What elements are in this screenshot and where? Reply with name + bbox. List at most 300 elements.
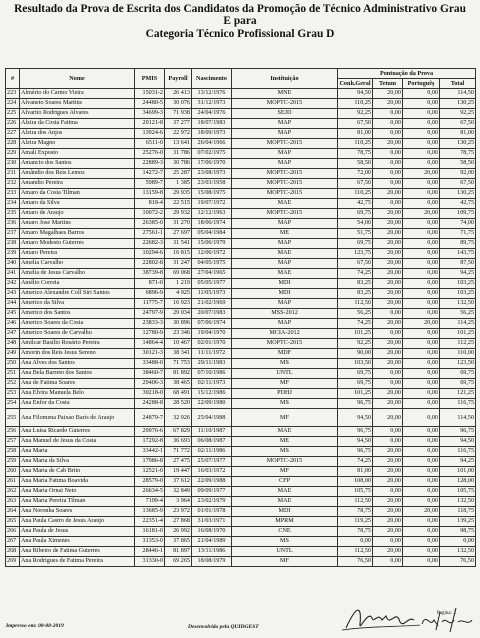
candidate-name: Ana Maria de Cab Brito	[20, 467, 135, 477]
col-header-pmis: PMIS	[135, 69, 165, 89]
pmis-cell: 22802-8	[135, 259, 165, 269]
tetum-score-cell: 20,00	[373, 547, 403, 557]
table-row	[6, 159, 476, 169]
general-score-cell: 123,75	[338, 249, 373, 259]
row-number: 249	[6, 349, 20, 359]
birth-date-cell: 26/04/1966	[192, 139, 232, 149]
tetum-score-cell: 20,00	[373, 279, 403, 289]
pmis-cell: 33442-1	[135, 447, 165, 457]
candidate-name: Amandio Pereira	[20, 179, 135, 189]
payroll-cell: 30 076	[165, 99, 192, 109]
pmis-cell: 27561-1	[135, 229, 165, 239]
general-score-cell: 119,25	[338, 517, 373, 527]
table-row	[6, 119, 476, 129]
general-score-cell: 94,50	[338, 89, 373, 99]
total-score-cell: 87,50	[440, 259, 476, 269]
general-score-cell: 69,75	[338, 369, 373, 379]
portuguese-score-cell: 0,00	[403, 249, 440, 259]
birth-date-cell: 21/02/1969	[192, 299, 232, 309]
general-score-cell: 58,50	[338, 159, 373, 169]
row-number: 232	[6, 179, 20, 189]
candidate-name: Amancio dos Santos	[20, 159, 135, 169]
payroll-cell: 71 772	[165, 447, 192, 457]
pmis-cell: 7199-4	[135, 497, 165, 507]
candidate-name: Ana Ribeiro de Fatima Guterres	[20, 547, 135, 557]
institution-cell: MAP	[232, 119, 338, 129]
candidate-name: Ana Paula Ximenes	[20, 537, 135, 547]
institution-cell: MAE	[232, 269, 338, 279]
general-score-cell: 96,75	[338, 399, 373, 409]
pmis-cell: 34699-3	[135, 109, 165, 119]
institution-cell: MF	[232, 409, 338, 427]
candidate-name: Alzira da Costa Fatima	[20, 119, 135, 129]
portuguese-score-cell: 0,00	[403, 89, 440, 99]
tetum-score-cell: 20,00	[373, 527, 403, 537]
candidate-name: Ana de Fatima Soares	[20, 379, 135, 389]
candidate-name: Ana Noronha Soares	[20, 507, 135, 517]
institution-cell: MSS-2012	[232, 309, 338, 319]
candidate-name: Amaro de Araujo	[20, 209, 135, 219]
total-score-cell: 94,50	[440, 437, 476, 447]
table-row	[6, 229, 476, 239]
page-number: Pagina: 3	[437, 611, 456, 616]
row-number: 246	[6, 319, 20, 329]
pmis-cell: 22351-4	[135, 517, 165, 527]
total-score-cell: 116,75	[440, 447, 476, 457]
portuguese-score-cell: 0,00	[403, 269, 440, 279]
pmis-cell: 26385-0	[135, 219, 165, 229]
results-table	[5, 68, 476, 567]
pmis-cell: 24797-9	[135, 309, 165, 319]
total-score-cell: 92,25	[440, 109, 476, 119]
candidate-name: Amaro da Costa Tilman	[20, 189, 135, 199]
tetum-score-cell: 0,00	[373, 379, 403, 389]
table-row	[6, 409, 476, 427]
payroll-cell: 23 972	[165, 507, 192, 517]
table-row	[6, 249, 476, 259]
birth-date-cell: 02/11/1973	[192, 379, 232, 389]
table-row	[6, 319, 476, 329]
birth-date-cell: 23/02/1979	[192, 497, 232, 507]
pmis-cell: 38460-7	[135, 369, 165, 379]
table-row	[6, 289, 476, 299]
candidate-name: Alvarito Rodrigues Alvares	[20, 109, 135, 119]
portuguese-score-cell: 0,00	[403, 149, 440, 159]
payroll-cell: 30 896	[165, 319, 192, 329]
pmis-cell: 6896-9	[135, 289, 165, 299]
table-row	[6, 359, 476, 369]
institution-cell: MAP	[232, 219, 338, 229]
row-number: 240	[6, 259, 20, 269]
portuguese-score-cell: 0,00	[403, 487, 440, 497]
general-score-cell: 92,25	[338, 339, 373, 349]
birth-date-cell: 17/06/1970	[192, 159, 232, 169]
payroll-cell: 32 849	[165, 487, 192, 497]
total-score-cell: 139,25	[440, 517, 476, 527]
pmis-cell: 12780-9	[135, 329, 165, 339]
total-score-cell: 132,50	[440, 497, 476, 507]
institution-cell: MOPTC-2015	[232, 139, 338, 149]
table-row	[6, 537, 476, 547]
tetum-score-cell: 20,00	[373, 389, 403, 399]
birth-date-cell: 09/09/1977	[192, 487, 232, 497]
candidate-name: Ana Maria Pereira Tilman	[20, 497, 135, 507]
institution-cell: MOPTC-2015	[232, 99, 338, 109]
portuguese-score-cell: 20,00	[403, 319, 440, 329]
tetum-score-cell: 20,00	[373, 269, 403, 279]
general-score-cell: 78,75	[338, 527, 373, 537]
total-score-cell: 56,25	[440, 309, 476, 319]
total-score-cell: 98,75	[440, 527, 476, 537]
pmis-cell: 26634-5	[135, 487, 165, 497]
row-number: 235	[6, 209, 20, 219]
candidate-name: Americo Alexandre Coll Siri Santos	[20, 289, 135, 299]
total-score-cell: 94,25	[440, 269, 476, 279]
row-number: 267	[6, 537, 20, 547]
col-header-name: Nome	[20, 69, 135, 89]
tetum-score-cell: 0,00	[373, 537, 403, 547]
table-row	[6, 487, 476, 497]
birth-date-cell: 18/08/1979	[192, 557, 232, 567]
institution-cell: MAP	[232, 149, 338, 159]
total-score-cell: 116,75	[440, 399, 476, 409]
general-score-cell: 67,50	[338, 119, 373, 129]
table-row	[6, 109, 476, 119]
candidate-name: Amaro Magalhaes Barros	[20, 229, 135, 239]
institution-cell: MAP	[232, 239, 338, 249]
candidate-name: Amélio Correia	[20, 279, 135, 289]
general-score-cell: 90,00	[338, 349, 373, 359]
general-score-cell: 96,75	[338, 427, 373, 437]
row-number: 269	[6, 557, 20, 567]
pmis-cell: 23833-3	[135, 319, 165, 329]
row-number: 231	[6, 169, 20, 179]
institution-cell: MF	[232, 379, 338, 389]
institution-cell: UNTL	[232, 547, 338, 557]
table-row	[6, 199, 476, 209]
payroll-cell: 67 829	[165, 427, 192, 437]
total-score-cell: 118,75	[440, 507, 476, 517]
general-score-cell: 74,25	[338, 319, 373, 329]
institution-cell: MOPTC-2015	[232, 189, 338, 199]
candidate-name: Ana Maria Ornai Neto	[20, 487, 135, 497]
institution-cell: MPRM	[232, 517, 338, 527]
candidate-name: Ana Elvira Manuela Belo	[20, 389, 135, 399]
portuguese-score-cell: 0,00	[403, 199, 440, 209]
tetum-score-cell: 20,00	[373, 467, 403, 477]
candidate-name: Amelia de Jesus Carvalho	[20, 269, 135, 279]
birth-date-cell: 18/07/1983	[192, 119, 232, 129]
pmis-cell: 28446-1	[135, 547, 165, 557]
row-number: 251	[6, 369, 20, 379]
pmis-cell: 31330-0	[135, 557, 165, 567]
general-score-cell: 101,25	[338, 329, 373, 339]
total-score-cell: 130,25	[440, 139, 476, 149]
birth-date-cell: 19/04/1970	[192, 329, 232, 339]
general-score-cell: 112,50	[338, 547, 373, 557]
total-score-cell: 132,50	[440, 299, 476, 309]
total-score-cell: 128,00	[440, 477, 476, 487]
row-number: 241	[6, 269, 20, 279]
row-number: 257	[6, 437, 20, 447]
candidate-name: Amândio dos Reis Lemos	[20, 169, 135, 179]
birth-date-cell: 02/11/1986	[192, 447, 232, 457]
row-number: 262	[6, 487, 20, 497]
pmis-cell: 14864-4	[135, 339, 165, 349]
table-row	[6, 239, 476, 249]
table-row	[6, 437, 476, 447]
total-score-cell: 112,25	[440, 339, 476, 349]
general-score-cell: 69,75	[338, 209, 373, 219]
institution-cell: MAE	[232, 487, 338, 497]
portuguese-score-cell: 0,00	[403, 369, 440, 379]
candidate-name: Ana Manuel de Jesus da Costa	[20, 437, 135, 447]
payroll-cell: 71 753	[165, 359, 192, 369]
pmis-cell: 28579-0	[135, 477, 165, 487]
birth-date-cell: 05/05/1977	[192, 279, 232, 289]
general-score-cell: 83,25	[338, 279, 373, 289]
table-row	[6, 339, 476, 349]
portuguese-score-cell: 0,00	[403, 99, 440, 109]
pmis-cell: 11775-7	[135, 299, 165, 309]
birth-date-cell: 15/06/1979	[192, 239, 232, 249]
payroll-cell: 10 467	[165, 339, 192, 349]
birth-date-cell: 29/11/1983	[192, 359, 232, 369]
candidate-name: Ana Enfor da Costa	[20, 399, 135, 409]
birth-date-cell: 02/01/1970	[192, 339, 232, 349]
general-score-cell: 69,75	[338, 379, 373, 389]
birth-date-cell: 07/10/1986	[192, 369, 232, 379]
institution-cell: MAP	[232, 159, 338, 169]
row-number: 264	[6, 507, 20, 517]
total-score-cell: 58,50	[440, 159, 476, 169]
institution-cell: MDF	[232, 349, 338, 359]
tetum-score-cell: 0,00	[373, 129, 403, 139]
portuguese-score-cell: 0,00	[403, 219, 440, 229]
table-row	[6, 129, 476, 139]
candidate-name: Amaro Jose Martins	[20, 219, 135, 229]
tetum-score-cell: 20,00	[373, 299, 403, 309]
candidate-name: Almério do Carmo Vieira	[20, 89, 135, 99]
tetum-score-cell: 0,00	[373, 169, 403, 179]
total-score-cell: 74,00	[440, 219, 476, 229]
row-number: 228	[6, 139, 20, 149]
birth-date-cell: 31/03/1971	[192, 517, 232, 527]
institution-cell: MNE	[232, 89, 338, 99]
table-row	[6, 299, 476, 309]
col-header-total: Total	[440, 79, 476, 89]
tetum-score-cell: 20,00	[373, 349, 403, 359]
payroll-cell: 37 612	[165, 477, 192, 487]
total-score-cell: 114,50	[440, 89, 476, 99]
institution-cell: MDI	[232, 279, 338, 289]
pmis-cell: 31353-0	[135, 537, 165, 547]
total-score-cell: 132,50	[440, 547, 476, 557]
payroll-cell: 19 447	[165, 467, 192, 477]
institution-cell: MDI	[232, 507, 338, 517]
total-score-cell: 114,50	[440, 409, 476, 427]
general-score-cell: 51,75	[338, 229, 373, 239]
row-number: 259	[6, 457, 20, 467]
col-header-general: Conh.Geral	[339, 80, 371, 87]
row-number: 260	[6, 467, 20, 477]
candidate-name: Ana Bela Barreto dos Santos	[20, 369, 135, 379]
total-score-cell: 69,75	[440, 379, 476, 389]
portuguese-score-cell: 20,00	[403, 209, 440, 219]
institution-cell: MCIA-2012	[232, 329, 338, 339]
tetum-score-cell: 20,00	[373, 89, 403, 99]
general-score-cell: 78,75	[338, 507, 373, 517]
institution-cell: MOPTC-2015	[232, 339, 338, 349]
tetum-score-cell: 0,00	[373, 179, 403, 189]
tetum-score-cell: 20,00	[373, 189, 403, 199]
tetum-score-cell: 20,00	[373, 507, 403, 517]
payroll-cell: 31 247	[165, 259, 192, 269]
birth-date-cell: 21/04/1989	[192, 537, 232, 547]
institution-cell: CNE	[232, 527, 338, 537]
col-header-score-group: Pontuação da Prova	[338, 69, 476, 79]
payroll-cell: 31 270	[165, 219, 192, 229]
portuguese-score-cell: 0,00	[403, 457, 440, 467]
institution-cell: MAP	[232, 129, 338, 139]
total-score-cell: 110,00	[440, 349, 476, 359]
row-number: 229	[6, 149, 20, 159]
general-score-cell: 96,75	[338, 447, 373, 457]
tetum-score-cell: 0,00	[373, 159, 403, 169]
portuguese-score-cell: 0,00	[403, 109, 440, 119]
portuguese-score-cell: 0,00	[403, 279, 440, 289]
table-row	[6, 149, 476, 159]
candidate-name: Ana Rodrigues de Fatima Pereira	[20, 557, 135, 567]
general-score-cell: 112,50	[338, 299, 373, 309]
institution-cell: MF	[232, 557, 338, 567]
institution-cell: MS	[232, 399, 338, 409]
payroll-cell: 29 935	[165, 189, 192, 199]
payroll-cell: 36 693	[165, 437, 192, 447]
portuguese-score-cell: 0,00	[403, 537, 440, 547]
total-score-cell: 123,50	[440, 359, 476, 369]
total-score-cell: 67,50	[440, 119, 476, 129]
portuguese-score-cell: 0,00	[403, 189, 440, 199]
birth-date-cell: 25/07/1977	[192, 457, 232, 467]
col-header-tetum: Tetum	[373, 79, 403, 89]
institution-cell: ME	[232, 229, 338, 239]
table-row	[6, 547, 476, 557]
table-row	[6, 269, 476, 279]
tetum-score-cell: 20,00	[373, 457, 403, 467]
portuguese-score-cell: 0,00	[403, 309, 440, 319]
tetum-score-cell: 20,00	[373, 409, 403, 427]
pmis-cell: 22682-3	[135, 239, 165, 249]
portuguese-score-cell: 0,00	[403, 547, 440, 557]
payroll-cell: 28 520	[165, 399, 192, 409]
tetum-score-cell: 0,00	[373, 557, 403, 567]
row-number: 261	[6, 477, 20, 487]
row-number: 236	[6, 219, 20, 229]
institution-cell: MOPTC-2015	[232, 457, 338, 467]
institution-cell: MS	[232, 537, 338, 547]
table-row	[6, 139, 476, 149]
payroll-cell: 37 277	[165, 119, 192, 129]
total-score-cell: 101,00	[440, 467, 476, 477]
candidate-name: Americo Soares de Carvalho	[20, 329, 135, 339]
tetum-score-cell: 0,00	[373, 437, 403, 447]
table-row	[6, 369, 476, 379]
candidate-name: Americo da Silva	[20, 299, 135, 309]
total-score-cell: 67,50	[440, 179, 476, 189]
birth-date-cell: 16/03/1972	[192, 467, 232, 477]
birth-date-cell: 11/05/1973	[192, 289, 232, 299]
tetum-score-cell: 0,00	[373, 487, 403, 497]
table-header	[6, 69, 476, 89]
total-score-cell: 121,25	[440, 389, 476, 399]
institution-cell: MF	[232, 467, 338, 477]
pmis-cell: 25276-0	[135, 149, 165, 159]
birth-date-cell: 01/01/1978	[192, 507, 232, 517]
pmis-cell: 13924-6	[135, 129, 165, 139]
table-row	[6, 169, 476, 179]
total-score-cell: 101,25	[440, 329, 476, 339]
birth-date-cell: 06/08/1987	[192, 437, 232, 447]
birth-date-cell: 04/05/1975	[192, 259, 232, 269]
row-number: 227	[6, 129, 20, 139]
table-row	[6, 279, 476, 289]
table-row	[6, 379, 476, 389]
row-number: 252	[6, 379, 20, 389]
document-title-line1: Resultado da Prova de Escrita dos Candidatos da Promoção de Técnico Administrativo Grau	[14, 3, 466, 15]
row-number: 250	[6, 359, 20, 369]
institution-cell: MAP	[232, 319, 338, 329]
candidate-name: Alzira dos Anjos	[20, 129, 135, 139]
portuguese-score-cell: 0,00	[403, 399, 440, 409]
table-row	[6, 457, 476, 467]
row-number: 266	[6, 527, 20, 537]
row-number: 245	[6, 309, 20, 319]
tetum-score-cell: 0,00	[373, 369, 403, 379]
payroll-cell: 29 932	[165, 209, 192, 219]
payroll-cell: 1 219	[165, 279, 192, 289]
payroll-cell: 26 413	[165, 89, 192, 99]
portuguese-score-cell: 0,00	[403, 437, 440, 447]
portuguese-score-cell: 0,00	[403, 389, 440, 399]
portuguese-score-cell: 0,00	[403, 497, 440, 507]
tetum-score-cell: 20,00	[373, 447, 403, 457]
tetum-score-cell: 20,00	[373, 339, 403, 349]
tetum-score-cell: 20,00	[373, 219, 403, 229]
pmis-cell: 871-0	[135, 279, 165, 289]
institution-cell: MOPTC-2015	[232, 169, 338, 179]
total-score-cell: 94,25	[440, 457, 476, 467]
developer-credit: Desenvolvido pela QUIDGEST	[188, 624, 259, 630]
pmis-cell: 14272-7	[135, 169, 165, 179]
institution-cell: MAP	[232, 259, 338, 269]
pmis-cell: 12521-0	[135, 467, 165, 477]
tetum-score-cell: 0,00	[373, 199, 403, 209]
pmis-cell: 29976-6	[135, 427, 165, 437]
general-score-cell: 67,50	[338, 179, 373, 189]
institution-cell: MAE	[232, 249, 338, 259]
candidate-name: Ana Maria da Silva	[20, 457, 135, 467]
birth-date-cell: 15/12/1986	[192, 389, 232, 399]
row-number: 265	[6, 517, 20, 527]
row-number: 242	[6, 279, 20, 289]
row-number: 237	[6, 229, 20, 239]
pmis-cell: 29121-8	[135, 119, 165, 129]
pmis-cell: 15031-2	[135, 89, 165, 99]
table-row	[6, 467, 476, 477]
pmis-cell: 13685-9	[135, 507, 165, 517]
payroll-cell: 22 515	[165, 199, 192, 209]
